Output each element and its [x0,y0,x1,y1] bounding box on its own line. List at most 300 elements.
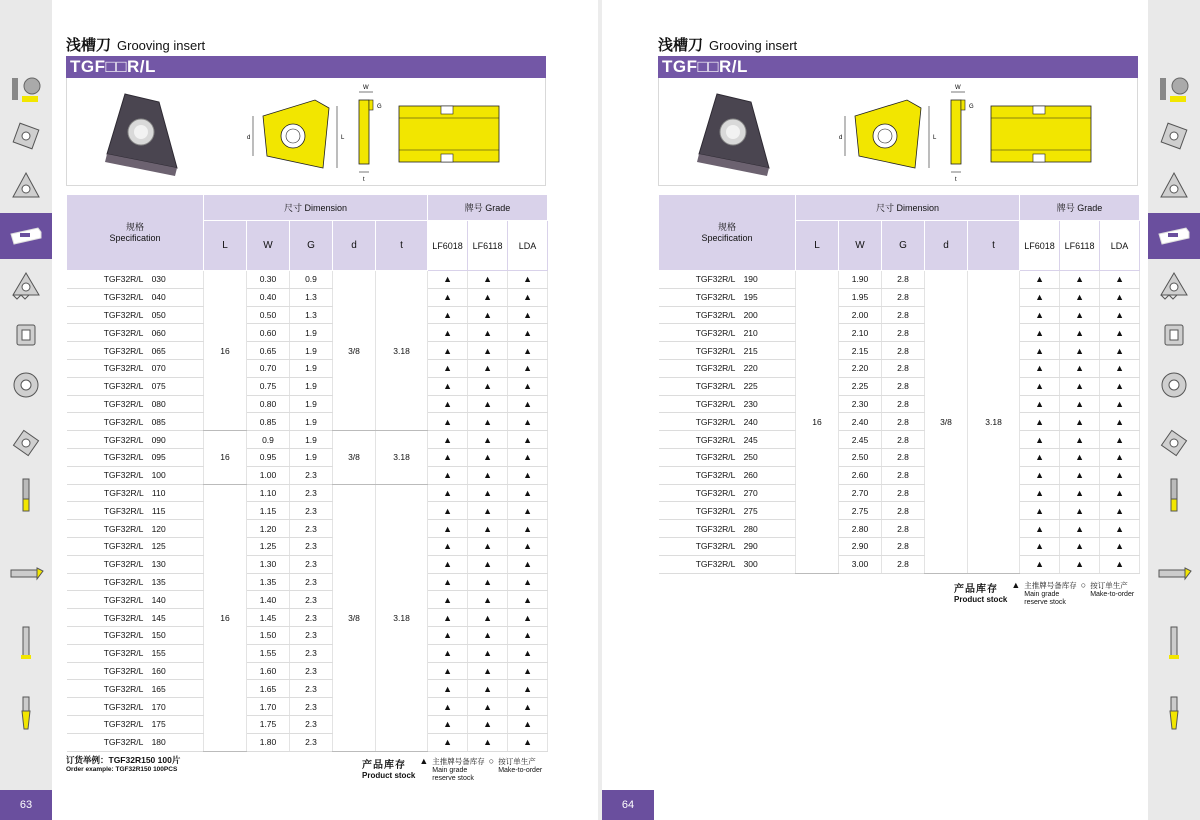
dim-d-label: d [839,135,843,141]
table-row [659,271,1140,289]
w-cell: 0.95 [247,448,290,466]
spec-cell: TGF32R/L 125 [67,537,204,555]
l-cell: 16 [204,431,247,484]
dim-t-label: t [955,177,957,183]
g-cell: 2.3 [290,573,333,591]
grade-mark-lda: ▲ [508,502,548,520]
table-row [67,324,548,342]
grade-mark-lda: ▲ [508,680,548,698]
grade-mark-lf6018: ▲ [428,324,468,342]
table-row [659,395,1140,413]
stock-legend [362,756,542,783]
table-row [67,466,548,484]
turning-holder-icon [1156,555,1192,591]
sidebar-item-grooving-insert[interactable] [1148,213,1200,259]
grade-mark-lf6118: ▲ [468,591,508,609]
g-cell: 2.8 [882,466,925,484]
dim-g-label: G [969,104,974,110]
sidebar-item-rotated-square-insert[interactable] [0,420,52,466]
g-cell: 2.8 [882,359,925,377]
spec-cell: TGF32R/L 260 [659,466,796,484]
grade-mark-lda: ▲ [508,271,548,289]
spec-cell: TGF32R/L 090 [67,431,204,449]
grade-mark-lf6118: ▲ [1060,466,1100,484]
table-row [659,377,1140,395]
g-cell: 2.8 [882,342,925,360]
g-cell: 2.3 [290,466,333,484]
insert-front-view [839,100,937,168]
grade-mark-lf6118: ▲ [468,680,508,698]
g-cell: 2.3 [290,626,333,644]
boring-bar-icon [1156,625,1192,661]
dim-g-label: G [377,104,382,110]
g-cell: 2.8 [882,448,925,466]
l-cell: 16 [204,271,247,431]
w-cell: 2.40 [839,413,882,431]
sidebar-item-round-insert[interactable] [1148,362,1200,408]
t-cell: 3.18 [968,271,1020,574]
grade-col-lf6118: LF6118 [1060,221,1100,271]
spec-cell: TGF32R/L 200 [659,306,796,324]
dim-l-label: L [933,135,937,141]
grade-mark-lf6018: ▲ [428,484,468,502]
insert-side-view [951,85,974,183]
grade-mark-lda: ▲ [508,662,548,680]
catalog-page-left [0,0,598,820]
spec-cell: TGF32R/L 100 [67,466,204,484]
table-row [67,573,548,591]
grade-mark-lf6018: ▲ [428,715,468,733]
grade-header: 牌号 Grade [428,195,548,221]
g-cell: 2.8 [882,395,925,413]
legend-main-cn: 主推牌号备库存 [1024,581,1077,590]
legend-main-en-2: reserve stock [1024,599,1066,606]
insert-photo [697,94,769,176]
order-example-chinese: 订货举例：TGF32R150 100片 [66,755,181,765]
spec-cell: TGF32R/L 195 [659,288,796,306]
grade-mark-lda: ▲ [1100,448,1140,466]
spec-header-en: Specification [701,232,753,243]
sidebar-item-drill[interactable] [1148,690,1200,736]
t-cell: 3.18 [376,431,428,484]
grade-mark-lf6118: ▲ [468,698,508,716]
sidebar-item-rotated-square-insert[interactable] [1148,420,1200,466]
trigon-insert-icon [1156,168,1192,204]
col-header-L: L [796,221,839,271]
grade-mark-lda: ▲ [1100,359,1140,377]
spec-header [659,195,796,271]
l-cell: 16 [204,484,247,751]
table-row [67,644,548,662]
grade-mark-lf6018: ▲ [428,609,468,627]
sidebar-item-drill[interactable] [0,690,52,736]
round-insert-icon [8,367,44,403]
g-cell: 2.3 [290,591,333,609]
grade-mark-lda: ▲ [508,359,548,377]
grade-mark-lf6018: ▲ [428,288,468,306]
spec-cell: TGF32R/L 215 [659,342,796,360]
col-header-G: G [882,221,925,271]
legend-make-to-order [1090,580,1134,599]
w-cell: 2.75 [839,502,882,520]
grade-col-lf6018: LF6018 [428,221,468,271]
square-negative-insert-icon [8,317,44,353]
w-cell: 0.70 [247,359,290,377]
grade-mark-lf6118: ▲ [468,573,508,591]
product-figure [66,78,546,186]
w-cell: 1.15 [247,502,290,520]
grade-mark-lf6018: ▲ [428,395,468,413]
g-cell: 1.3 [290,306,333,324]
insert-drawing [67,78,547,186]
g-cell: 1.9 [290,377,333,395]
grade-mark-lf6118: ▲ [468,413,508,431]
grade-mark-lf6118: ▲ [468,306,508,324]
g-cell: 2.3 [290,715,333,733]
grade-mark-lda: ▲ [1100,342,1140,360]
legend-main-cn: 主推牌号备库存 [432,757,485,766]
page-content [66,34,546,752]
sidebar-item-turning-holder[interactable] [1148,550,1200,596]
g-cell: 2.8 [882,555,925,573]
spec-cell: TGF32R/L 145 [67,609,204,627]
table-row [659,448,1140,466]
grade-mark-lf6118: ▲ [468,448,508,466]
grade-mark-lda: ▲ [508,644,548,662]
g-cell: 2.3 [290,484,333,502]
grade-mark-lf6118: ▲ [1060,520,1100,538]
sidebar-item-boring-bar[interactable] [1148,620,1200,666]
table-row [659,484,1140,502]
grade-mark-lf6118: ▲ [468,359,508,377]
sidebar-item-trigon-insert[interactable] [0,163,52,209]
spec-cell: TGF32R/L 060 [67,324,204,342]
grade-mark-lda: ▲ [508,342,548,360]
table-row [659,324,1140,342]
grade-mark-lf6118: ▲ [1060,271,1100,289]
legend-main-mark: ▲ [419,756,429,766]
page-number: 64 [602,790,654,820]
w-cell: 0.80 [247,395,290,413]
table-row [67,359,548,377]
grade-mark-lda: ▲ [508,306,548,324]
dim-w-label: W [955,85,961,91]
w-cell: 2.50 [839,448,882,466]
spec-table [658,194,1140,574]
spec-header-cn: 规格 [717,221,736,232]
grade-mark-lf6018: ▲ [428,662,468,680]
table-row [67,502,548,520]
spec-cell: TGF32R/L 075 [67,377,204,395]
legend-main-en-2: reserve stock [432,775,474,782]
grade-col-lf6118: LF6118 [468,221,508,271]
grade-mark-lda: ▲ [1100,537,1140,555]
drill-icon [8,695,44,731]
grade-mark-lda: ▲ [508,324,548,342]
grade-mark-lda: ▲ [1100,413,1140,431]
grade-mark-lda: ▲ [1100,324,1140,342]
grade-mark-lf6118: ▲ [1060,395,1100,413]
grade-mark-lf6018: ▲ [428,448,468,466]
grade-mark-lda: ▲ [508,609,548,627]
g-cell: 2.8 [882,377,925,395]
grade-mark-lf6018: ▲ [1020,431,1060,449]
table-row [67,431,548,449]
grade-mark-lda: ▲ [508,520,548,538]
spec-cell: TGF32R/L 210 [659,324,796,342]
product-figure [658,78,1138,186]
end-mill-icon [1156,477,1192,513]
table-row [659,537,1140,555]
grade-mark-lf6018: ▲ [1020,342,1060,360]
section-title [66,34,546,54]
w-cell: 0.40 [247,288,290,306]
round-insert-icon [1156,367,1192,403]
grade-mark-lf6018: ▲ [1020,288,1060,306]
w-cell: 0.65 [247,342,290,360]
trigon-insert-icon [8,168,44,204]
table-row [67,537,548,555]
spec-cell: TGF32R/L 155 [67,644,204,662]
grade-mark-lf6018: ▲ [428,413,468,431]
grade-mark-lda: ▲ [508,448,548,466]
legend-order-en: Make-to-order [1090,591,1135,598]
grade-mark-lf6018: ▲ [428,306,468,324]
g-cell: 2.8 [882,502,925,520]
legend-stock-cn: 产品库存 [954,584,998,595]
spec-cell: TGF32R/L 280 [659,520,796,538]
sidebar-item-trigon-insert[interactable] [1148,163,1200,209]
table-row [67,342,548,360]
grade-mark-lf6118: ▲ [1060,324,1100,342]
w-cell: 2.45 [839,431,882,449]
spec-cell: TGF32R/L 270 [659,484,796,502]
g-cell: 2.3 [290,698,333,716]
page-content [658,34,1138,574]
g-cell: 2.8 [882,324,925,342]
grade-mark-lf6118: ▲ [1060,342,1100,360]
grade-mark-lf6118: ▲ [468,271,508,289]
grade-col-lf6018: LF6018 [1020,221,1060,271]
w-cell: 0.60 [247,324,290,342]
spec-cell: TGF32R/L 225 [659,377,796,395]
w-cell: 0.85 [247,413,290,431]
insert-front-view [247,100,345,168]
title-chinese: 浅槽刀 [66,36,112,54]
table-row [659,342,1140,360]
grade-mark-lda: ▲ [508,431,548,449]
spec-cell: TGF32R/L 030 [67,271,204,289]
sidebar-item-square-negative-insert[interactable] [1148,312,1200,358]
sidebar-item-grooving-insert[interactable] [0,213,52,259]
legend-order-cn: 按订单生产 [498,757,536,766]
grade-mark-lf6118: ▲ [468,644,508,662]
table-row [67,591,548,609]
table-row [659,466,1140,484]
grade-mark-lf6018: ▲ [428,626,468,644]
dim-d-label: d [247,135,251,141]
spec-cell: TGF32R/L 120 [67,520,204,538]
spec-cell: TGF32R/L 160 [67,662,204,680]
spec-cell: TGF32R/L 245 [659,431,796,449]
grooving-insert-icon [1156,218,1192,254]
w-cell: 1.25 [247,537,290,555]
spec-cell: TGF32R/L 275 [659,502,796,520]
drill-icon [1156,695,1192,731]
g-cell: 2.8 [882,306,925,324]
legend-main-grade [432,756,485,783]
grade-mark-lda: ▲ [1100,431,1140,449]
grade-mark-lf6018: ▲ [1020,359,1060,377]
col-header-t: t [968,221,1020,271]
insert-side-view [359,85,382,183]
grade-header: 牌号 Grade [1020,195,1140,221]
t-cell: 3.18 [376,484,428,751]
table-row [67,680,548,698]
g-cell: 2.8 [882,288,925,306]
l-cell: 16 [796,271,839,574]
w-cell: 2.15 [839,342,882,360]
table-row [67,715,548,733]
legend-main-en-1: Main grade [432,767,468,774]
col-header-d: d [925,221,968,271]
grade-mark-lf6118: ▲ [1060,448,1100,466]
col-header-t: t [376,221,428,271]
grade-mark-lf6018: ▲ [1020,324,1060,342]
spec-cell: TGF32R/L 135 [67,573,204,591]
grade-mark-lf6018: ▲ [428,502,468,520]
sidebar-item-end-mill[interactable] [1148,472,1200,518]
sidebar-item-square-insert[interactable] [1148,113,1200,159]
insert-top-view [991,106,1091,162]
sidebar-item-boring-bar[interactable] [0,620,52,666]
col-header-G: G [290,221,333,271]
grade-mark-lf6118: ▲ [468,555,508,573]
g-cell: 2.3 [290,537,333,555]
dim-t-label: t [363,177,365,183]
sidebar-item-threading-insert[interactable] [1148,262,1200,308]
grade-mark-lda: ▲ [1100,502,1140,520]
g-cell: 2.8 [882,271,925,289]
threading-insert-icon [1156,267,1192,303]
d-cell: 3/8 [333,271,376,431]
table-row [659,359,1140,377]
grade-mark-lf6118: ▲ [1060,413,1100,431]
table-row [67,448,548,466]
w-cell: 0.9 [247,431,290,449]
spec-header-cn: 规格 [125,221,144,232]
turning-holder-icon [8,555,44,591]
grade-mark-lf6018: ▲ [428,573,468,591]
w-cell: 2.25 [839,377,882,395]
grade-mark-lf6018: ▲ [428,733,468,751]
w-cell: 2.30 [839,395,882,413]
sidebar-item-end-mill[interactable] [0,472,52,518]
insert-photo [105,94,177,176]
g-cell: 2.3 [290,555,333,573]
grade-mark-lf6018: ▲ [1020,555,1060,573]
legend-order-mark: ○ [1080,580,1087,590]
catalog-page-right [602,0,1200,820]
table-row [659,555,1140,573]
grade-mark-lda: ▲ [1100,484,1140,502]
d-cell: 3/8 [333,484,376,751]
sidebar-item-assorted-tools[interactable] [1148,67,1200,113]
w-cell: 1.95 [839,288,882,306]
w-cell: 0.30 [247,271,290,289]
legend-main-mark: ▲ [1011,580,1021,590]
sidebar-item-round-insert[interactable] [0,362,52,408]
g-cell: 2.3 [290,662,333,680]
table-row [659,413,1140,431]
sidebar-item-square-negative-insert[interactable] [0,312,52,358]
grade-mark-lf6118: ▲ [1060,306,1100,324]
w-cell: 1.50 [247,626,290,644]
g-cell: 2.8 [882,413,925,431]
product-banner: TGF□□R/L [66,56,546,78]
spec-cell: TGF32R/L 050 [67,306,204,324]
grade-mark-lda: ▲ [508,626,548,644]
grade-col-lda: LDA [508,221,548,271]
grade-mark-lda: ▲ [508,413,548,431]
grade-mark-lda: ▲ [1100,520,1140,538]
legend-order-en: Make-to-order [498,767,543,774]
spec-header [67,195,204,271]
grade-mark-lf6118: ▲ [468,662,508,680]
grade-mark-lf6118: ▲ [468,537,508,555]
grade-mark-lda: ▲ [1100,306,1140,324]
spec-header-en: Specification [109,232,161,243]
table-row [67,395,548,413]
grade-mark-lda: ▲ [1100,395,1140,413]
spec-cell: TGF32R/L 175 [67,715,204,733]
legend-product-stock [362,756,415,780]
sidebar-item-square-insert[interactable] [0,113,52,159]
sidebar-item-turning-holder[interactable] [0,550,52,596]
g-cell: 2.3 [290,644,333,662]
t-cell: 3.18 [376,271,428,431]
grade-mark-lda: ▲ [508,573,548,591]
grade-mark-lf6018: ▲ [1020,537,1060,555]
grade-mark-lda: ▲ [508,715,548,733]
grade-mark-lf6018: ▲ [428,431,468,449]
title-english: Grooving insert [709,38,798,53]
sidebar-item-threading-insert[interactable] [0,262,52,308]
grade-mark-lf6018: ▲ [428,271,468,289]
spec-table [66,194,548,752]
grade-mark-lf6018: ▲ [428,359,468,377]
g-cell: 2.8 [882,431,925,449]
grooving-insert-icon [8,218,44,254]
grade-mark-lda: ▲ [1100,288,1140,306]
spec-cell: TGF32R/L 065 [67,342,204,360]
w-cell: 3.00 [839,555,882,573]
grade-mark-lf6018: ▲ [428,520,468,538]
table-row [659,520,1140,538]
grade-mark-lf6018: ▲ [1020,377,1060,395]
g-cell: 1.9 [290,413,333,431]
sidebar-item-assorted-tools[interactable] [0,67,52,113]
spec-cell: TGF32R/L 150 [67,626,204,644]
grade-mark-lda: ▲ [508,733,548,751]
table-row [67,484,548,502]
w-cell: 1.55 [247,644,290,662]
w-cell: 1.35 [247,573,290,591]
w-cell: 1.60 [247,662,290,680]
title-chinese: 浅槽刀 [658,36,704,54]
g-cell: 2.3 [290,733,333,751]
spec-cell: TGF32R/L 220 [659,359,796,377]
